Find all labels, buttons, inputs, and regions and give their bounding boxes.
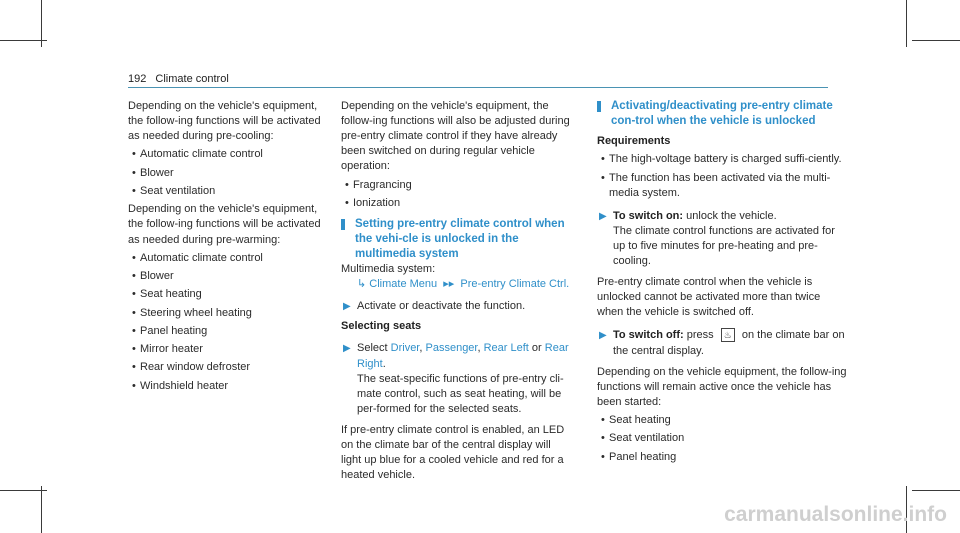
column-2 bbox=[341, 99, 571, 483]
paragraph: Depending on the vehicle's equipment, the follow-ing functions will be activated as needed during pre-warming: bbox=[128, 203, 321, 246]
list-item: • The high-voltage battery is charged suffi-ciently. bbox=[597, 152, 847, 167]
page-header bbox=[128, 73, 229, 85]
header-rule bbox=[128, 87, 828, 88]
list-item: • Seat heating bbox=[597, 413, 847, 428]
bullet-list bbox=[597, 152, 847, 200]
step-text: press bbox=[686, 329, 714, 342]
list-item: • Automatic climate control bbox=[128, 147, 328, 162]
subheading: Selecting seats bbox=[341, 320, 422, 333]
crop-mark bbox=[0, 40, 47, 41]
step-note: The seat-specific functions of pre-entry cli-mate control, such as seat heating, will be per-formed for the selected seats. bbox=[357, 372, 564, 415]
requirements-heading: Requirements bbox=[597, 135, 671, 147]
list-item: • The function has been activated via the multi-media system. bbox=[597, 171, 847, 201]
paragraph: Depending on the vehicle's equipment, the follow-ing functions will also be adjusted during pre-entry climate control if they have already been switched on during regular vehicle operation: bbox=[341, 100, 570, 173]
option-passenger: Passenger bbox=[425, 342, 478, 355]
menu-item-preentry: Pre-entry Climate Ctrl. bbox=[460, 278, 570, 291]
list-item: • Fragrancing bbox=[341, 178, 571, 193]
section-title: Activating/deactivating pre-entry climate con-trol when the vehicle is unlocked bbox=[611, 100, 833, 127]
section-name: Climate control bbox=[155, 73, 229, 85]
section-bar bbox=[597, 101, 601, 112]
paragraph: Depending on the vehicle's equipment, the follow-ing functions will be activated as needed during pre-cooling: bbox=[128, 100, 321, 143]
option-rear-left: Rear Left bbox=[483, 342, 529, 355]
list-item: • Windshield heater bbox=[128, 379, 328, 394]
crop-mark bbox=[906, 0, 907, 47]
step bbox=[597, 328, 847, 358]
column-3 bbox=[597, 99, 847, 468]
section-bar bbox=[341, 219, 345, 230]
list-item: • Panel heating bbox=[128, 324, 328, 339]
menu-path bbox=[341, 277, 571, 292]
list-item: • Seat heating bbox=[128, 287, 328, 302]
list-item: • Rear window defroster bbox=[128, 360, 328, 375]
watermark: carmanualsonline.info bbox=[724, 503, 947, 526]
list-item: • Mirror heater bbox=[128, 342, 328, 357]
step-arrow-icon: ▶ bbox=[599, 210, 607, 222]
list-item: • Seat ventilation bbox=[128, 184, 328, 199]
list-item: • Blower bbox=[128, 166, 328, 181]
paragraph: Pre-entry climate control when the vehicle is unlocked cannot be activated more than twice when the vehicle is switched off. bbox=[597, 276, 821, 319]
list-item: • Ionization bbox=[341, 196, 571, 211]
section-heading bbox=[341, 217, 571, 262]
menu-item-climate: Climate Menu bbox=[369, 278, 438, 291]
list-item: • Seat ventilation bbox=[597, 431, 847, 446]
list-item: • Automatic climate control bbox=[128, 251, 328, 266]
column-1 bbox=[128, 99, 328, 397]
crop-mark bbox=[41, 486, 42, 533]
bullet-list bbox=[597, 413, 847, 465]
crop-mark bbox=[0, 490, 47, 491]
step: ▶ Select Driver, Passenger, Rear Left or Rear Right. The seat-specific functions of pre-entry cli-mate control, such as seat heating, will be per-formed for the selected seats. bbox=[341, 341, 571, 416]
climate-seat-icon: ♨ bbox=[721, 328, 735, 342]
multimedia-label: Multimedia system: bbox=[341, 263, 436, 276]
step-text: Select bbox=[357, 342, 388, 355]
list-item: • Blower bbox=[128, 269, 328, 284]
step-arrow-icon: ▶ bbox=[599, 330, 607, 342]
menu-next-icon: ▸▸ bbox=[440, 278, 458, 291]
step-text: on the climate bar on the central display. bbox=[613, 329, 845, 357]
menu-enter-icon: ↳ bbox=[357, 278, 367, 291]
crop-mark bbox=[912, 490, 960, 491]
list-item: • Steering wheel heating bbox=[128, 306, 328, 321]
step-arrow-icon: ▶ bbox=[343, 343, 351, 355]
step-label: To switch on: bbox=[613, 209, 684, 222]
step-note: The climate control functions are activated for up to five minutes for pre-heating and pre-cooling. bbox=[613, 224, 835, 268]
step bbox=[597, 209, 847, 269]
option-or: or bbox=[531, 342, 542, 355]
section-title: Setting pre-entry climate control when the vehi-cle is unlocked in the multimedia system bbox=[355, 218, 565, 261]
bullet-list bbox=[128, 251, 328, 394]
bullet-list bbox=[128, 147, 328, 199]
step-text: unlock the vehicle. bbox=[686, 209, 777, 222]
step bbox=[341, 299, 571, 314]
crop-mark bbox=[912, 40, 960, 41]
paragraph: If pre-entry climate control is enabled, an LED on the climate bar of the central display will light up blue for a cooled vehicle and red for a heated vehicle. bbox=[341, 423, 565, 482]
step-text: Activate or deactivate the function. bbox=[357, 300, 526, 313]
option-rear-right: Rear Right bbox=[357, 342, 569, 370]
paragraph: Depending on the vehicle equipment, the follow-ing functions will remain active once the vehicle has been started: bbox=[597, 365, 847, 408]
step-arrow-icon: ▶ bbox=[343, 301, 351, 313]
page-number: 192 bbox=[128, 73, 147, 85]
step-label: To switch off: bbox=[613, 329, 684, 342]
option-driver: Driver bbox=[390, 342, 420, 355]
section-heading bbox=[597, 99, 847, 129]
list-item: • Panel heating bbox=[597, 450, 847, 465]
bullet-list bbox=[341, 178, 571, 211]
